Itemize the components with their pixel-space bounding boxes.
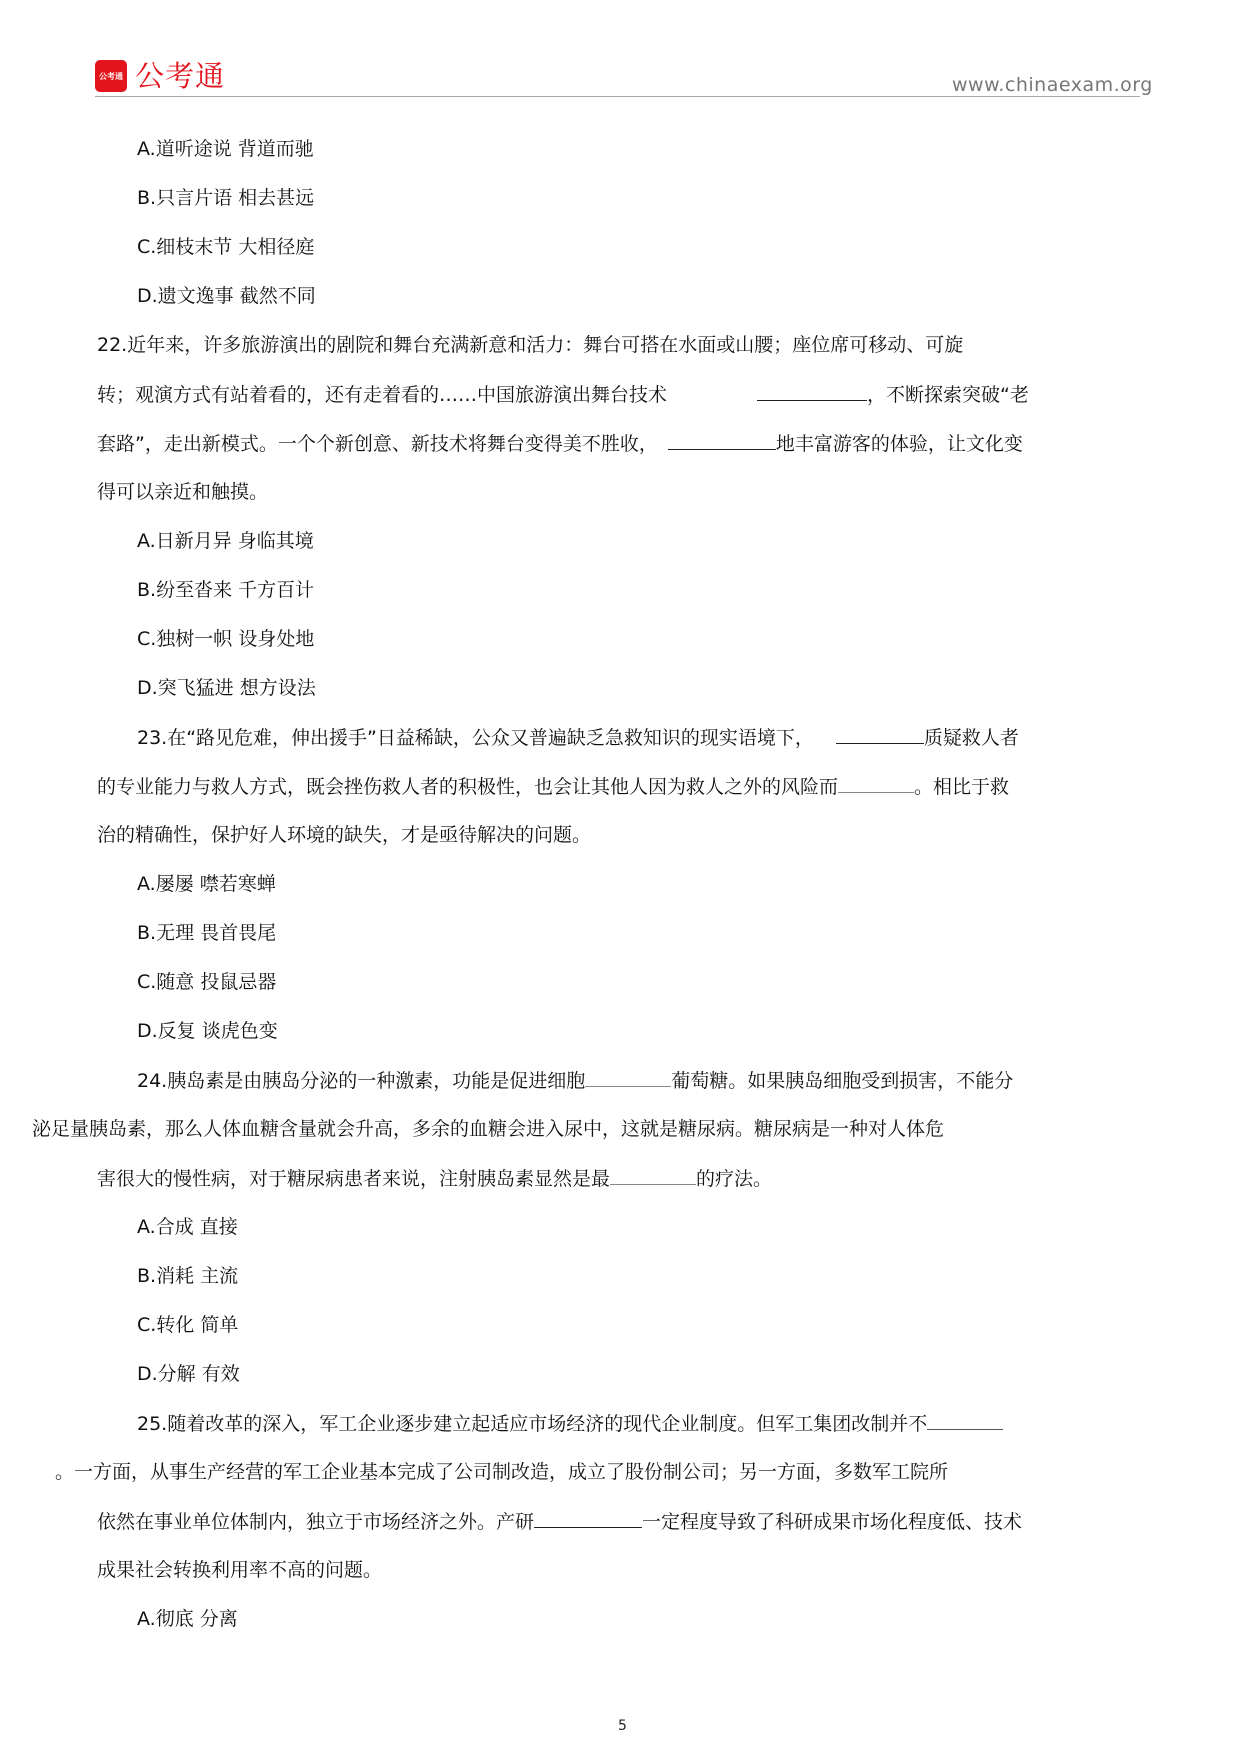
q25-stem-line3 (97, 1509, 1022, 1534)
q25-stem-line1 (137, 1411, 1003, 1436)
q24-stem-line3-text: 害很大的慢性病，对于糖尿病患者来说，注射胰岛素显然是最 (97, 1168, 611, 1190)
q25-stem-line4: 成果社会转换利用率不高的问题。 (97, 1559, 383, 1581)
q22-stem-line1: 22.近年来，许多旅游演出的剧院和舞台充满新意和活力：舞台可搭在水面或山腰；座位席可移动、可旋 (97, 334, 964, 356)
q24-stem-line1 (137, 1068, 1013, 1093)
q24-blank-2 (610, 1166, 696, 1185)
q24-option-b: B.消耗 主流 (137, 1265, 239, 1287)
q21-option-d: D.遗文逸事 截然不同 (137, 285, 316, 307)
q22-option-b: B.纷至沓来 千方百计 (137, 579, 315, 601)
q22-stem-line3-text-b: 地丰富游客的体验，让文化变 (775, 433, 1023, 455)
site-url: www.chinaexam.org (952, 74, 1153, 96)
q22-option-a: A.日新月异 身临其境 (137, 530, 314, 552)
q24-stem-line3-text-b: 的疗法。 (696, 1168, 773, 1190)
q25-blank-1 (927, 1411, 1003, 1430)
q23-option-d: D.反复 谈虎色变 (137, 1020, 278, 1042)
q23-stem-line1-text-b: 质疑救人者 (923, 727, 1019, 749)
q24-stem-line2: 泌足量胰岛素，那么人体血糖含量就会升高，多余的血糖会进入尿中，这就是糖尿病。糖尿病是一种对人体危 (32, 1118, 945, 1140)
q23-blank-1 (836, 725, 924, 744)
q24-stem-line1-text: 24.胰岛素是由胰岛分泌的一种激素，功能是促进细胞 (137, 1070, 586, 1092)
q22-option-d: D.突飞猛进 想方设法 (137, 677, 316, 699)
q24-blank-1 (585, 1068, 671, 1087)
q22-stem-line3 (97, 431, 1023, 456)
q21-option-c: C.细枝末节 大相径庭 (137, 236, 315, 258)
q22-stem-line2-text-b: ，不断探索突破“老 (867, 384, 1029, 406)
q25-stem-line3-text: 依然在事业单位体制内，独立于市场经济之外。产研 (97, 1511, 535, 1533)
q23-option-b: B.无理 畏首畏尾 (137, 922, 277, 944)
logo-text: 公考通 (135, 59, 226, 93)
q23-blank-2 (838, 774, 914, 793)
q24-stem-line1-text-b: 葡萄糖。如果胰岛细胞受到损害，不能分 (671, 1070, 1014, 1092)
q24-stem-line3 (97, 1166, 772, 1191)
q22-option-c: C.独树一帜 设身处地 (137, 628, 315, 650)
q24-option-d: D.分解 有效 (137, 1363, 240, 1385)
q22-stem-line2-text: 转；观演方式有站着看的，还有走着看的……中国旅游演出舞台技术 (97, 384, 668, 406)
q23-option-c: C.随意 投鼠忌器 (137, 971, 277, 993)
q22-blank-2 (668, 431, 776, 450)
q22-stem-line2 (97, 382, 1029, 407)
q25-blank-2 (534, 1509, 642, 1528)
q23-option-a: A.屡屡 噤若寒蝉 (137, 873, 276, 895)
q23-stem-line2 (97, 774, 1009, 799)
q22-stem-line3-text: 套路”，走出新模式。一个个新创意、新技术将舞台变得美不胜收， (97, 433, 658, 455)
q24-option-a: A.合成 直接 (137, 1216, 238, 1238)
q23-stem-line1-text: 23.在“路见危难，伸出援手”日益稀缺，公众又普遍缺乏急救知识的现实语境下， (137, 727, 814, 749)
q23-stem-line3: 治的精确性，保护好人环境的缺失，才是亟待解决的问题。 (97, 824, 592, 846)
q25-stem-line1-text: 25.随着改革的深入，军工企业逐步建立起适应市场经济的现代企业制度。但军工集团改制并不 (137, 1413, 928, 1435)
q22-stem-line4: 得可以亲近和触摸。 (97, 481, 269, 503)
q23-stem-line2-text: 的专业能力与救人方式，既会挫伤救人者的积极性，也会让其他人因为救人之外的风险而 (97, 776, 839, 798)
q25-option-a: A.彻底 分离 (137, 1608, 238, 1630)
q25-stem-line2: 。一方面，从事生产经营的军工企业基本完成了公司制改造，成立了股份制公司；另一方面，多数军工院所 (55, 1461, 949, 1483)
q25-stem-line3-text-b: 一定程度导致了科研成果市场化程度低、技术 (642, 1511, 1023, 1533)
logo-badge: 公考通 (95, 60, 127, 92)
q21-option-a: A.道听途说 背道而驰 (137, 138, 314, 160)
q23-stem-line2-text-b: 。相比于救 (914, 776, 1010, 798)
page-number: 5 (618, 1718, 627, 1734)
q22-blank-1 (757, 382, 867, 401)
q23-stem-line1 (137, 725, 1019, 750)
q21-option-b: B.只言片语 相去甚远 (137, 187, 315, 209)
q24-option-c: C.转化 简单 (137, 1314, 239, 1336)
